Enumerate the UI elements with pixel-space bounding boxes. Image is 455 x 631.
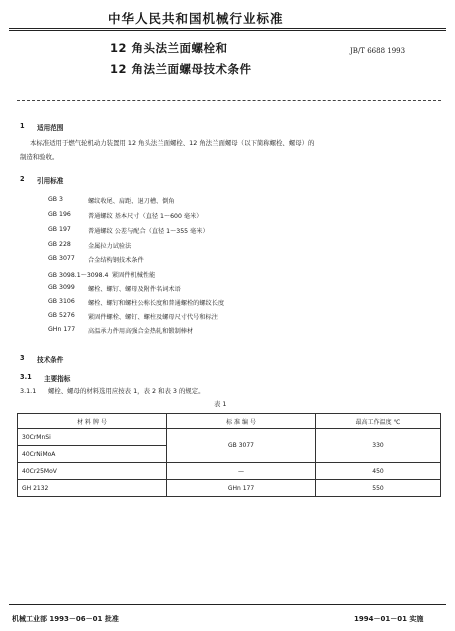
standard-cell: GHn 177 (167, 480, 316, 497)
section-2-number: 2 (20, 175, 25, 183)
reference-title: 金属拉力试验法 (88, 243, 132, 250)
reference-title: 合金结构钢技术条件 (88, 257, 144, 264)
reference-code: GB 197 (48, 226, 71, 233)
material-cell: GH 2132 (18, 480, 167, 497)
header-rule-top (9, 28, 446, 29)
footer-effective-date: 1994－01－01 实施 (354, 615, 424, 623)
temperature-cell: 330 (316, 429, 441, 463)
item-3-1-1-number: 3.1.1 (20, 387, 37, 395)
header-rule-top-2 (9, 30, 446, 31)
section-2-heading: 引用标准 (37, 177, 64, 185)
reference-title: 螺栓、螺钉和螺柱公称长度和普通螺栓的螺纹长度 (88, 300, 225, 307)
reference-title: 紧固件机械性能 (112, 272, 156, 279)
reference-code: GB 196 (48, 211, 71, 218)
material-cell: 40Cr25MoV (18, 463, 167, 480)
document-title-line1: 12 角头法兰面螺栓和 (110, 41, 228, 55)
reference-code: GB 228 (48, 241, 71, 248)
standard-cell: GB 3077 (167, 429, 316, 463)
reference-code: GHn 177 (48, 326, 76, 333)
section-1-paragraph-line2: 制造和验收。 (20, 153, 59, 161)
reference-code: GB 3099 (48, 284, 75, 291)
standard-category-heading: 中华人民共和国机械行业标准 (108, 11, 284, 26)
table-header-row (18, 414, 441, 429)
temperature-cell: 550 (316, 480, 441, 497)
table-row (18, 480, 441, 497)
table-1-caption: 表 1 (214, 400, 227, 408)
temperature-cell: 450 (316, 463, 441, 480)
section-1-heading: 适用范围 (37, 124, 64, 132)
material-cell: 40CrNiMoA (18, 446, 167, 463)
footer-approval: 机械工业部 1993－06－01 批准 (12, 615, 119, 623)
reference-code: GB 3077 (48, 255, 75, 262)
reference-code: GB 3106 (48, 298, 75, 305)
item-3-1-1-text: 螺栓、螺母的材料选用应按表 1，表 2 和表 3 的规定。 (48, 387, 205, 395)
title-rule (17, 100, 441, 101)
column-header-temperature: 最高工作温度 ℃ (316, 414, 441, 429)
subsection-3-1-heading: 主要指标 (44, 375, 71, 383)
table-row (18, 429, 441, 446)
reference-code: GB 3 (48, 196, 63, 203)
material-table (17, 413, 441, 497)
material-cell: 30CrMnSi (18, 429, 167, 446)
reference-code: GB 3098.1～3098.4 (48, 272, 109, 279)
reference-title: 螺栓、螺钉、螺母及附件名词术语 (88, 286, 181, 293)
section-1-number: 1 (20, 122, 25, 130)
table-row (18, 463, 441, 480)
reference-title: 普通螺纹 基本尺寸（直径 1～600 毫米） (88, 213, 203, 220)
section-3-number: 3 (20, 354, 25, 362)
section-1-paragraph-line1: 本标准适用于燃气轮机动力装置用 12 角头法兰面螺栓、12 角法兰面螺母（以下简称螺栓、螺母）的 (30, 139, 315, 147)
column-header-material: 材 料 牌 号 (18, 414, 167, 429)
reference-title: 高温承力件用高强合金热轧和锻制棒材 (88, 328, 194, 335)
standard-number: JB/T 6688 1993 (350, 47, 406, 55)
reference-title: 螺纹收尾、肩距、退刀槽、倒角 (88, 198, 175, 205)
standard-cell: — (167, 463, 316, 480)
subsection-3-1-number: 3.1 (20, 373, 32, 381)
section-3-heading: 技术条件 (37, 356, 64, 364)
reference-title: 紧固件螺栓、螺钉、螺柱及螺母尺寸代号和标注 (88, 314, 218, 321)
document-title-line2: 12 角法兰面螺母技术条件 (110, 62, 252, 76)
footer-rule (9, 604, 446, 605)
column-header-standard: 标 准 编 号 (167, 414, 316, 429)
reference-title: 普通螺纹 公差与配合（直径 1～355 毫米） (88, 228, 209, 235)
reference-code: GB 5276 (48, 312, 75, 319)
